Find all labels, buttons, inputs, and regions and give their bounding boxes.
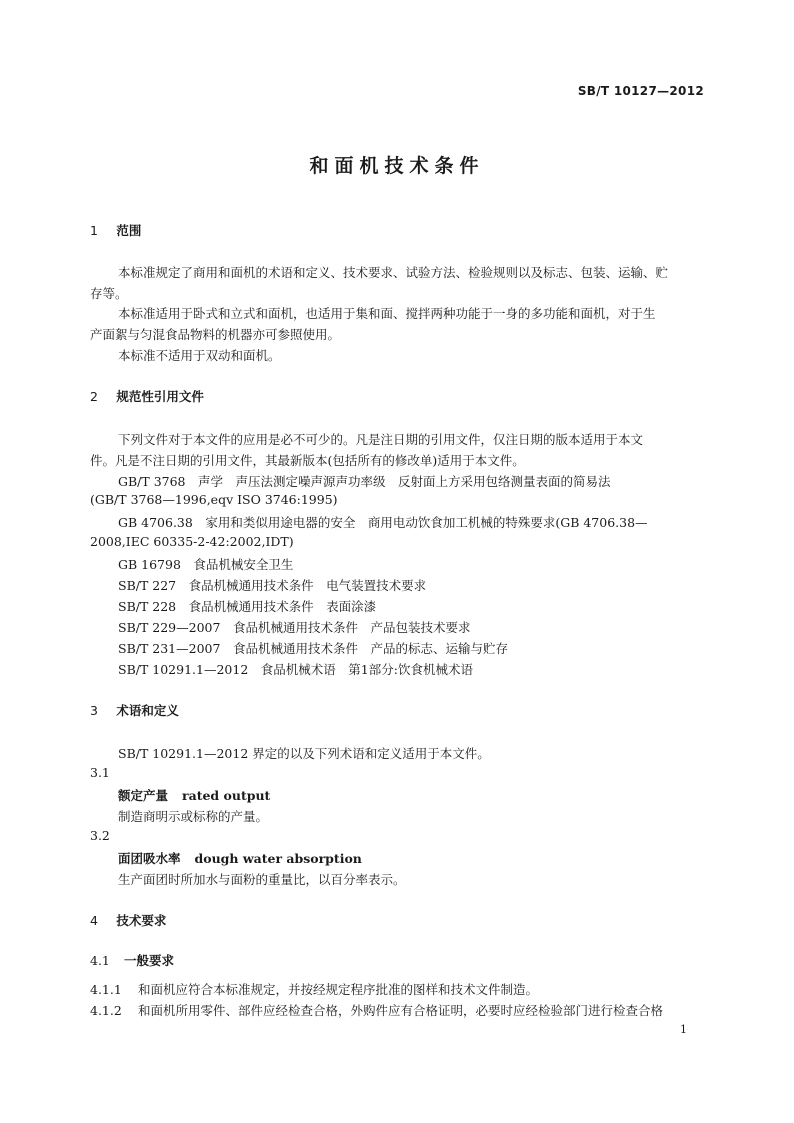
clause-text: 和面机应符合本标准规定，并按经规定程序批准的图样和技术文件制造。 [138, 982, 539, 997]
scope-paragraph-1-line-2: 存等。 [90, 286, 128, 301]
terms-intro: SB/T 10291.1—2012 界定的以及下列术语和定义适用于本文件。 [118, 746, 490, 761]
ref-item-1-line-2: (GB/T 3768—1996,eqv ISO 3746:1995) [90, 492, 338, 507]
section-1-heading [90, 221, 141, 239]
section-number: 4 [90, 913, 98, 928]
standard-code: SB/T 10127—2012 [577, 84, 704, 98]
section-title: 术语和定义 [116, 703, 179, 718]
term-1-number: 3.1 [90, 765, 110, 780]
refs-intro-line-1: 下列文件对于本文件的应用是必不可少的。凡是注日期的引用文件，仅注日期的版本适用于本文 [118, 432, 644, 447]
scope-paragraph-3: 本标准不适用于双动和面机。 [118, 348, 281, 363]
ref-item-7: SB/T 231—2007 食品机械通用技术条件 产品的标志、运输与贮存 [118, 641, 508, 656]
clause-text: 和面机所用零件、部件应经检查合格，外购件应有合格证明，必要时应经检验部门进行检查合格 [138, 1003, 664, 1018]
ref-item-8: SB/T 10291.1—2012 食品机械术语 第1部分:饮食机械术语 [118, 662, 473, 677]
term-2-definition: 生产面团时所加水与面粉的重量比，以百分率表示。 [118, 872, 406, 887]
term-2-chinese: 面团吸水率 [118, 851, 181, 866]
section-3-heading [90, 701, 179, 719]
refs-intro-line-2: 件。凡是不注日期的引用文件，其最新版本(包括所有的修改单)适用于本文件。 [90, 453, 525, 468]
term-2-english: dough water absorption [194, 851, 362, 866]
term-1-chinese: 额定产量 [118, 788, 169, 803]
section-title: 范围 [116, 223, 142, 238]
scope-paragraph-2-line-2: 产面絮与匀混食品物料的机器亦可参照使用。 [90, 327, 341, 342]
term-1-definition: 制造商明示或标称的产量。 [118, 809, 269, 824]
section-4-heading [90, 911, 166, 929]
page-number: 1 [680, 1023, 687, 1036]
section-number: 2 [90, 389, 98, 404]
clause-4-1-heading [90, 951, 174, 969]
clause-4-1-2 [90, 1001, 663, 1019]
ref-item-4: SB/T 227 食品机械通用技术条件 电气装置技术要求 [118, 578, 427, 593]
clause-number: 4.1.1 [90, 982, 122, 997]
section-title: 规范性引用文件 [116, 389, 204, 404]
term-2-number: 3.2 [90, 828, 110, 843]
scope-paragraph-1-line-1: 本标准规定了商用和面机的术语和定义、技术要求、试验方法、检验规则以及标志、包装、运输、贮 [118, 265, 669, 280]
ref-item-3: GB 16798 食品机械安全卫生 [118, 557, 294, 572]
ref-item-5: SB/T 228 食品机械通用技术条件 表面涂漆 [118, 599, 377, 614]
ref-item-2-line-2: 2008,IEC 60335-2-42:2002,IDT) [90, 534, 294, 549]
ref-item-2-line-1: GB 4706.38 家用和类似用途电器的安全 商用电动饮食加工机械的特殊要求(GB 4706.38— [118, 515, 648, 530]
clause-number: 4.1.2 [90, 1003, 122, 1018]
section-number: 1 [90, 223, 98, 238]
scope-paragraph-2-line-1: 本标准适用于卧式和立式和面机，也适用于集和面、搅拌两种功能于一身的多功能和面机，对于生 [118, 306, 656, 321]
clause-4-1-1 [90, 980, 538, 998]
section-title: 技术要求 [116, 913, 167, 928]
section-2-heading [90, 387, 204, 405]
ref-item-6: SB/T 229—2007 食品机械通用技术条件 产品包装技术要求 [118, 620, 471, 635]
clause-number: 4.1 [90, 953, 110, 968]
term-1-heading [118, 786, 270, 804]
term-2-heading [118, 849, 362, 867]
ref-item-1-line-1: GB/T 3768 声学 声压法测定噪声源声功率级 反射面上方采用包络测量表面的简易法 [118, 474, 611, 489]
section-number: 3 [90, 703, 98, 718]
clause-title: 一般要求 [124, 953, 175, 968]
term-1-english: rated output [182, 788, 271, 803]
document-title: 和面机技术条件 [309, 155, 485, 177]
